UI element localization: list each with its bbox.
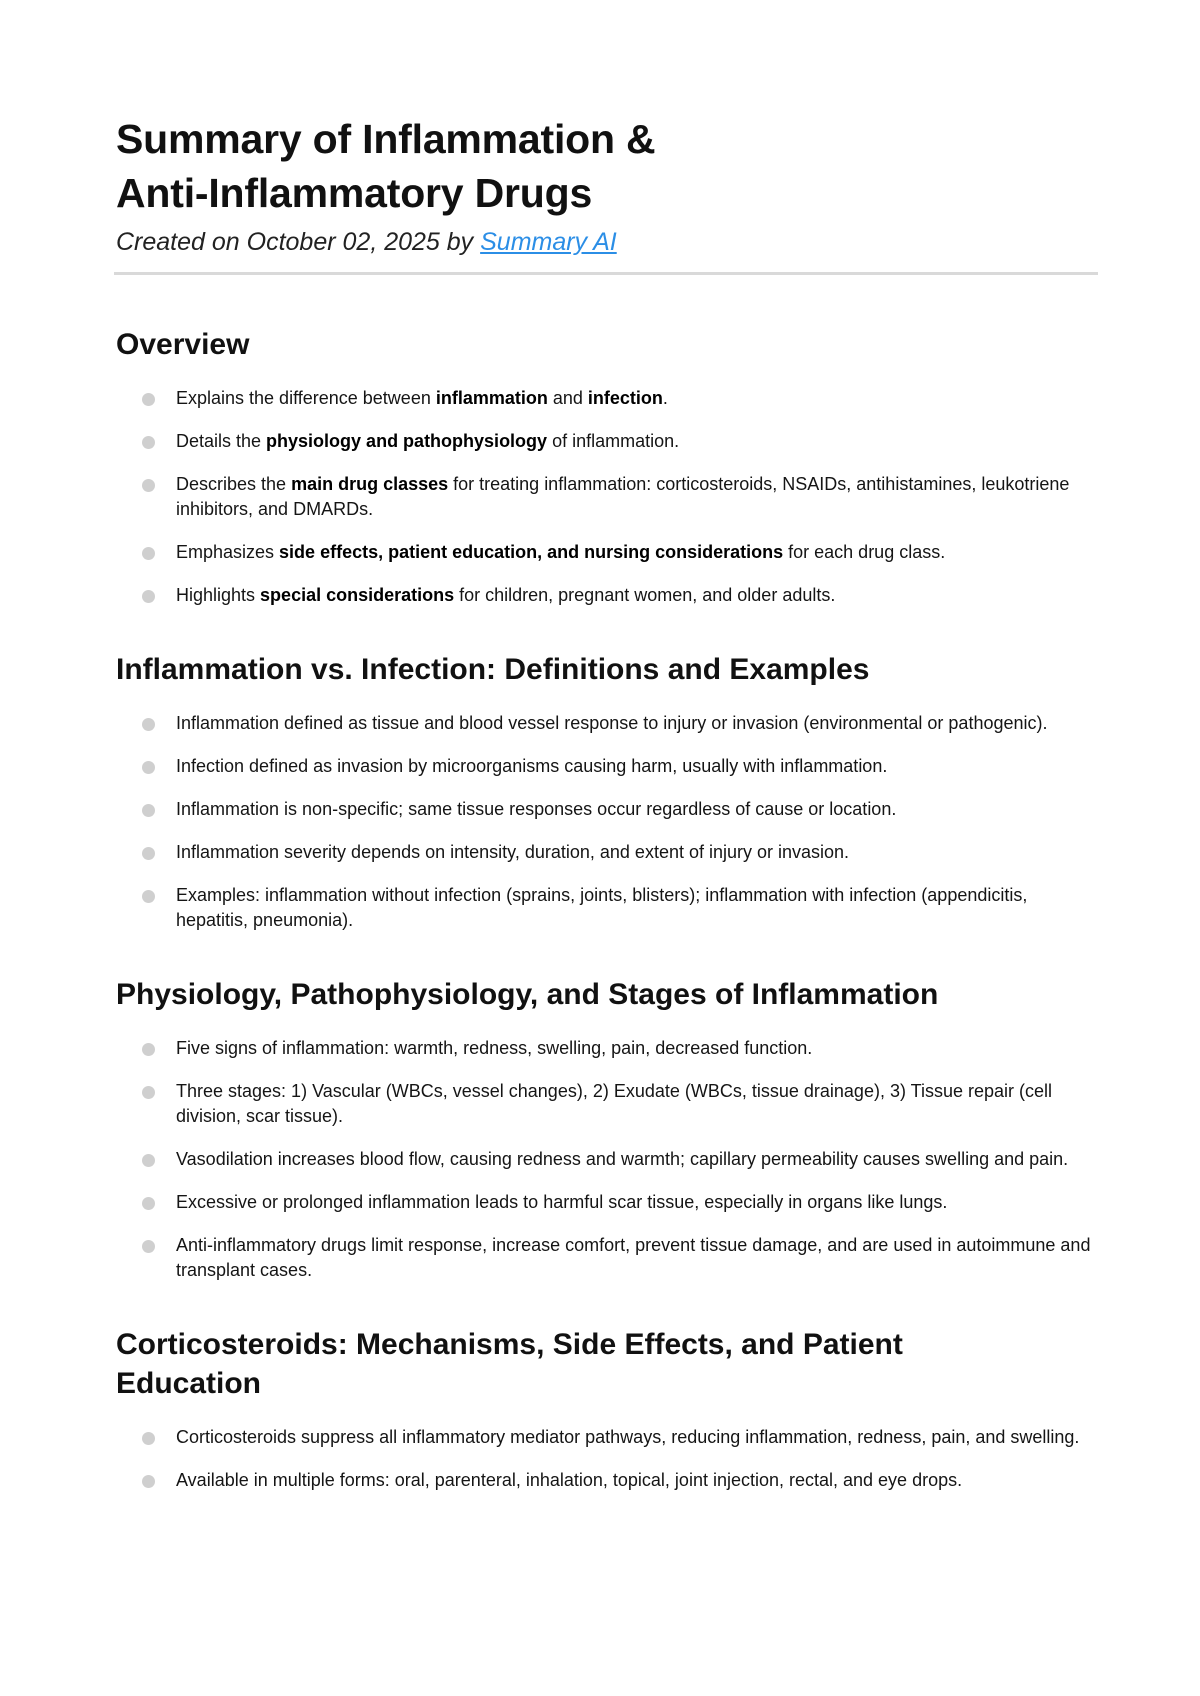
bullet-icon [142,590,155,603]
author-link[interactable]: Summary AI [480,228,617,256]
physiology-list [116,1036,1096,1283]
bullet-icon [142,436,155,449]
overview-heading: Overview [116,328,250,361]
created-byline [116,226,1096,258]
inflammation-vs-infection-list [116,711,1096,933]
bullet-icon [142,547,155,560]
header-divider [114,272,1098,275]
list-item: Infection defined as invasion by microorganisms causing harm, usually with inflammation. [116,754,1096,779]
corticosteroids-list [116,1425,1096,1493]
bullet-icon [142,1154,155,1167]
bullet-icon [142,1197,155,1210]
list-item: Details the physiology and pathophysiology of inflammation. [116,429,1096,454]
list-item: Excessive or prolonged inflammation leads to harmful scar tissue, especially in organs like lungs. [116,1190,1096,1215]
list-item: Five signs of inflammation: warmth, redness, swelling, pain, decreased function. [116,1036,1096,1061]
corticosteroids-section [116,1325,1096,1493]
bullet-icon [142,890,155,903]
title-line-2: Anti-Inflammatory Drugs [116,170,593,216]
list-item: Vasodilation increases blood flow, causing redness and warmth; capillary permeability causes swelling and pain. [116,1147,1096,1172]
overview-list [116,386,1096,608]
list-item: Explains the difference between inflammation and infection. [116,386,1096,411]
list-item: Examples: inflammation without infection (sprains, joints, blisters); inflammation with infection (appendicitis, hepatitis, pneumonia). [116,883,1096,933]
bullet-icon [142,1086,155,1099]
bullet-icon [142,479,155,492]
corticosteroids-heading: Corticosteroids: Mechanisms, Side Effects, and Patient Education [116,1328,903,1400]
list-item: Highlights special considerations for children, pregnant women, and older adults. [116,583,1096,608]
bullet-icon [142,1475,155,1488]
bullet-icon [142,393,155,406]
title-line-1: Summary of Inflammation & [116,116,656,162]
bullet-icon [142,1043,155,1056]
list-item: Emphasizes side effects, patient education, and nursing considerations for each drug class. [116,540,1096,565]
inflammation-vs-infection-heading: Inflammation vs. Infection: Definitions and Examples [116,653,870,686]
bullet-icon [142,761,155,774]
bullet-icon [142,847,155,860]
list-item: Describes the main drug classes for treating inflammation: corticosteroids, NSAIDs, antihistamines, leukotriene inhibitors, and DMARDs. [116,472,1096,522]
created-date-text: Created on October 02, 2025 by [116,228,481,256]
list-item: Inflammation is non-specific; same tissue responses occur regardless of cause or location. [116,797,1096,822]
list-item: Inflammation defined as tissue and blood vessel response to injury or invasion (environmental or pathogenic). [116,711,1096,736]
inflammation-vs-infection-section [116,650,1096,933]
physiology-heading: Physiology, Pathophysiology, and Stages of Inflammation [116,978,939,1011]
list-item: Inflammation severity depends on intensity, duration, and extent of injury or invasion. [116,840,1096,865]
bullet-icon [142,1240,155,1253]
overview-section [116,325,1096,608]
bullet-icon [142,718,155,731]
list-item: Corticosteroids suppress all inflammatory mediator pathways, reducing inflammation, redness, pain, and swelling. [116,1425,1096,1450]
physiology-section [116,975,1096,1283]
list-item: Available in multiple forms: oral, parenteral, inhalation, topical, joint injection, rectal, and eye drops. [116,1468,1096,1493]
list-item: Anti-inflammatory drugs limit response, increase comfort, prevent tissue damage, and are used in autoimmune and transplant cases. [116,1233,1096,1283]
bullet-icon [142,804,155,817]
document-title [116,112,1096,220]
bullet-icon [142,1432,155,1445]
list-item: Three stages: 1) Vascular (WBCs, vessel changes), 2) Exudate (WBCs, tissue drainage), 3) Tissue repair (cell division, scar tissue). [116,1079,1096,1129]
